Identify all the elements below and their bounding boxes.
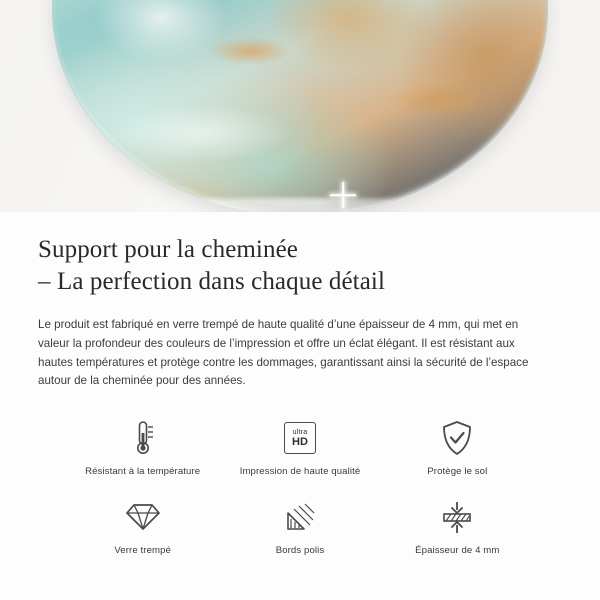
thermometer-icon bbox=[128, 417, 158, 459]
polished-edges-icon bbox=[284, 496, 316, 538]
page-title bbox=[38, 234, 562, 298]
feature-grid bbox=[38, 417, 562, 556]
glass-bottom-shine bbox=[92, 198, 509, 212]
feature-item bbox=[64, 417, 221, 478]
round-glass-panel bbox=[52, 0, 548, 212]
content-area bbox=[0, 212, 600, 556]
feature-item bbox=[379, 496, 536, 557]
description-paragraph: Le produit est fabriqué en verre trempé de haute qualité d’une épaisseur de 4 mm, qui met en valeur la profondeur des couleurs de l’impression et offre un éclat élégant. Il est résistant aux hautes températures et protège contre les dommages, garantissant ainsi la sécurité de l’espace autour de la cheminée pour des années. bbox=[38, 318, 529, 388]
headline-line-1: Support pour la cheminée bbox=[38, 236, 298, 263]
feature-item bbox=[64, 496, 221, 557]
feature-label: Bords polis bbox=[275, 544, 325, 556]
headline-line-2: – La perfection dans chaque détail bbox=[38, 268, 385, 295]
feature-item bbox=[221, 496, 378, 557]
feature-label: Protège le sol bbox=[427, 466, 488, 478]
ultra-hd-icon bbox=[284, 417, 316, 459]
feature-item bbox=[379, 417, 536, 478]
thickness-arrows-icon bbox=[440, 496, 474, 538]
feature-label: Résistant à la température bbox=[85, 466, 201, 478]
ultra-hd-top-text: ultra bbox=[292, 428, 308, 436]
shield-check-icon bbox=[441, 417, 473, 459]
feature-label: Verre trempé bbox=[114, 544, 171, 556]
feature-item bbox=[221, 417, 378, 478]
ultra-hd-bottom-text: HD bbox=[292, 435, 308, 448]
feature-label: Impression de haute qualité bbox=[239, 466, 361, 478]
hero-image bbox=[0, 0, 600, 212]
diamond-icon bbox=[125, 496, 161, 538]
feature-label: Épaisseur de 4 mm bbox=[415, 544, 500, 556]
